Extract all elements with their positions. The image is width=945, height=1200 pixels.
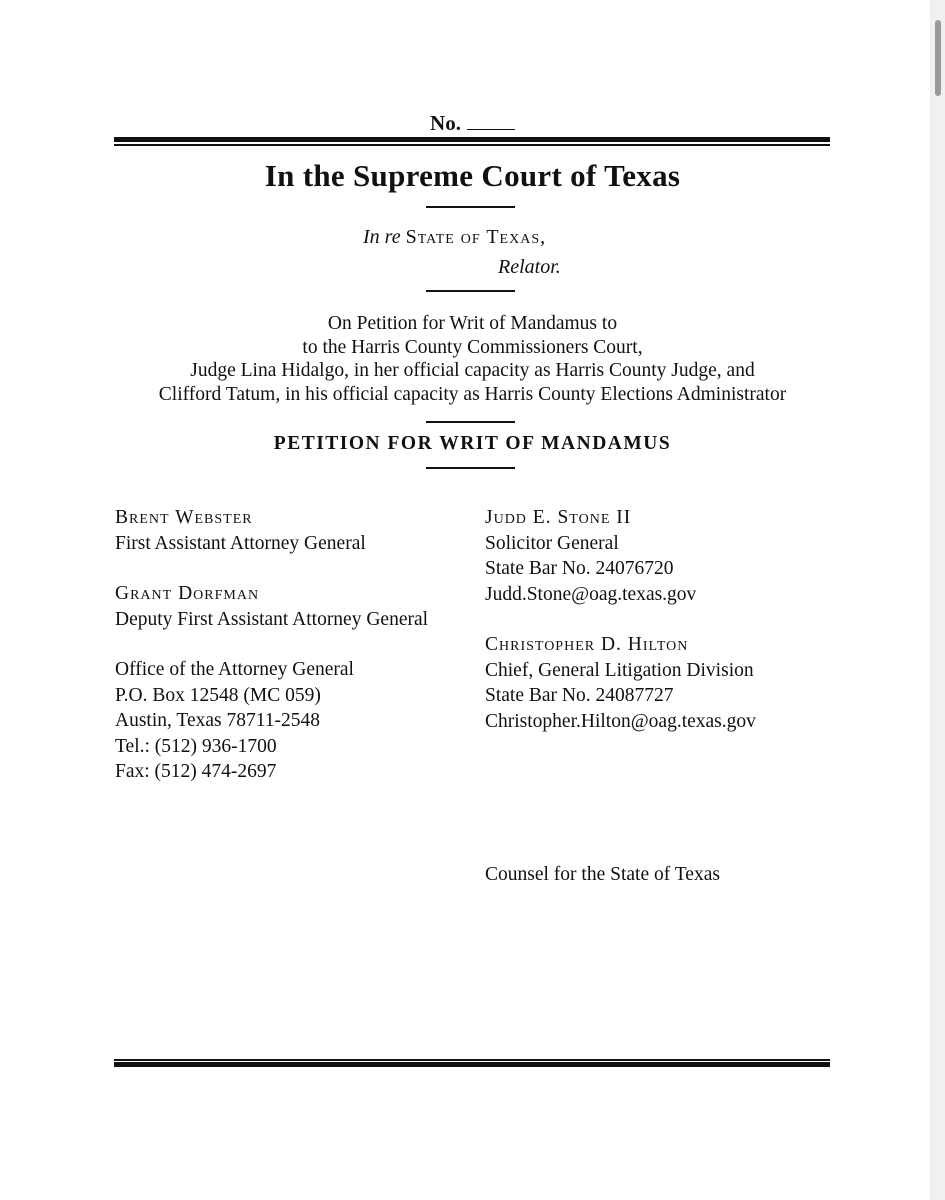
office-name: Office of the Attorney General xyxy=(115,659,354,680)
divider-rule xyxy=(426,206,515,208)
attorney-name: Brent Webster xyxy=(115,507,253,528)
bottom-double-rule xyxy=(114,1059,830,1068)
case-number xyxy=(0,110,945,136)
in-re-line xyxy=(363,226,546,249)
divider-rule xyxy=(426,421,515,423)
court-title: In the Supreme Court of Texas xyxy=(264,158,681,193)
petition-title: PETITION FOR WRIT OF MANDAMUS xyxy=(273,433,672,454)
scrollbar-thumb[interactable] xyxy=(935,20,941,96)
petition-line: Clifford Tatum, in his official capacity as Harris County Elections Administrator xyxy=(158,383,787,405)
state-bar-number: State Bar No. 24087727 xyxy=(485,685,674,706)
case-number-blank xyxy=(467,110,515,130)
petition-line: Judge Lina Hidalgo, in her official capacity as Harris County Judge, and xyxy=(190,360,755,381)
attorney-email: Christopher.Hilton@oag.texas.gov xyxy=(485,710,756,732)
petition-description xyxy=(0,312,945,406)
vertical-scrollbar[interactable] xyxy=(930,0,945,1200)
petition-line: On Petition for Writ of Mandamus to xyxy=(327,313,618,334)
attorney-title: Chief, General Litigation Division xyxy=(485,659,754,681)
state-bar-number: State Bar No. 24076720 xyxy=(485,558,674,579)
relator-name: State of Texas, xyxy=(405,226,547,248)
counsel-right-column xyxy=(485,505,756,734)
attorney-email: Judd.Stone@oag.texas.gov xyxy=(485,583,697,605)
in-re-prefix: In re xyxy=(363,226,401,248)
divider-rule xyxy=(426,290,515,292)
fax: Fax: (512) 474-2697 xyxy=(115,761,277,782)
attorney-title: First Assistant Attorney General xyxy=(115,532,366,554)
attorney-name: Judd E. Stone II xyxy=(485,507,632,528)
city-state-zip: Austin, Texas 78711-2548 xyxy=(115,710,320,731)
case-number-label: No. xyxy=(430,111,461,135)
top-double-rule xyxy=(114,137,830,146)
relator-label: Relator. xyxy=(498,256,561,278)
telephone: Tel.: (512) 936-1700 xyxy=(115,735,277,757)
attorney-title: Deputy First Assistant Attorney General xyxy=(115,608,429,630)
divider-rule xyxy=(426,467,515,469)
attorney-name: Christopher D. Hilton xyxy=(485,634,689,655)
attorney-name: Grant Dorfman xyxy=(115,583,260,604)
po-box: P.O. Box 12548 (MC 059) xyxy=(115,684,321,706)
counsel-for-line: Counsel for the State of Texas xyxy=(485,864,720,885)
counsel-left-column xyxy=(115,505,428,785)
attorney-title: Solicitor General xyxy=(485,532,619,554)
petition-line: to the Harris County Commissioners Court, xyxy=(302,336,643,358)
